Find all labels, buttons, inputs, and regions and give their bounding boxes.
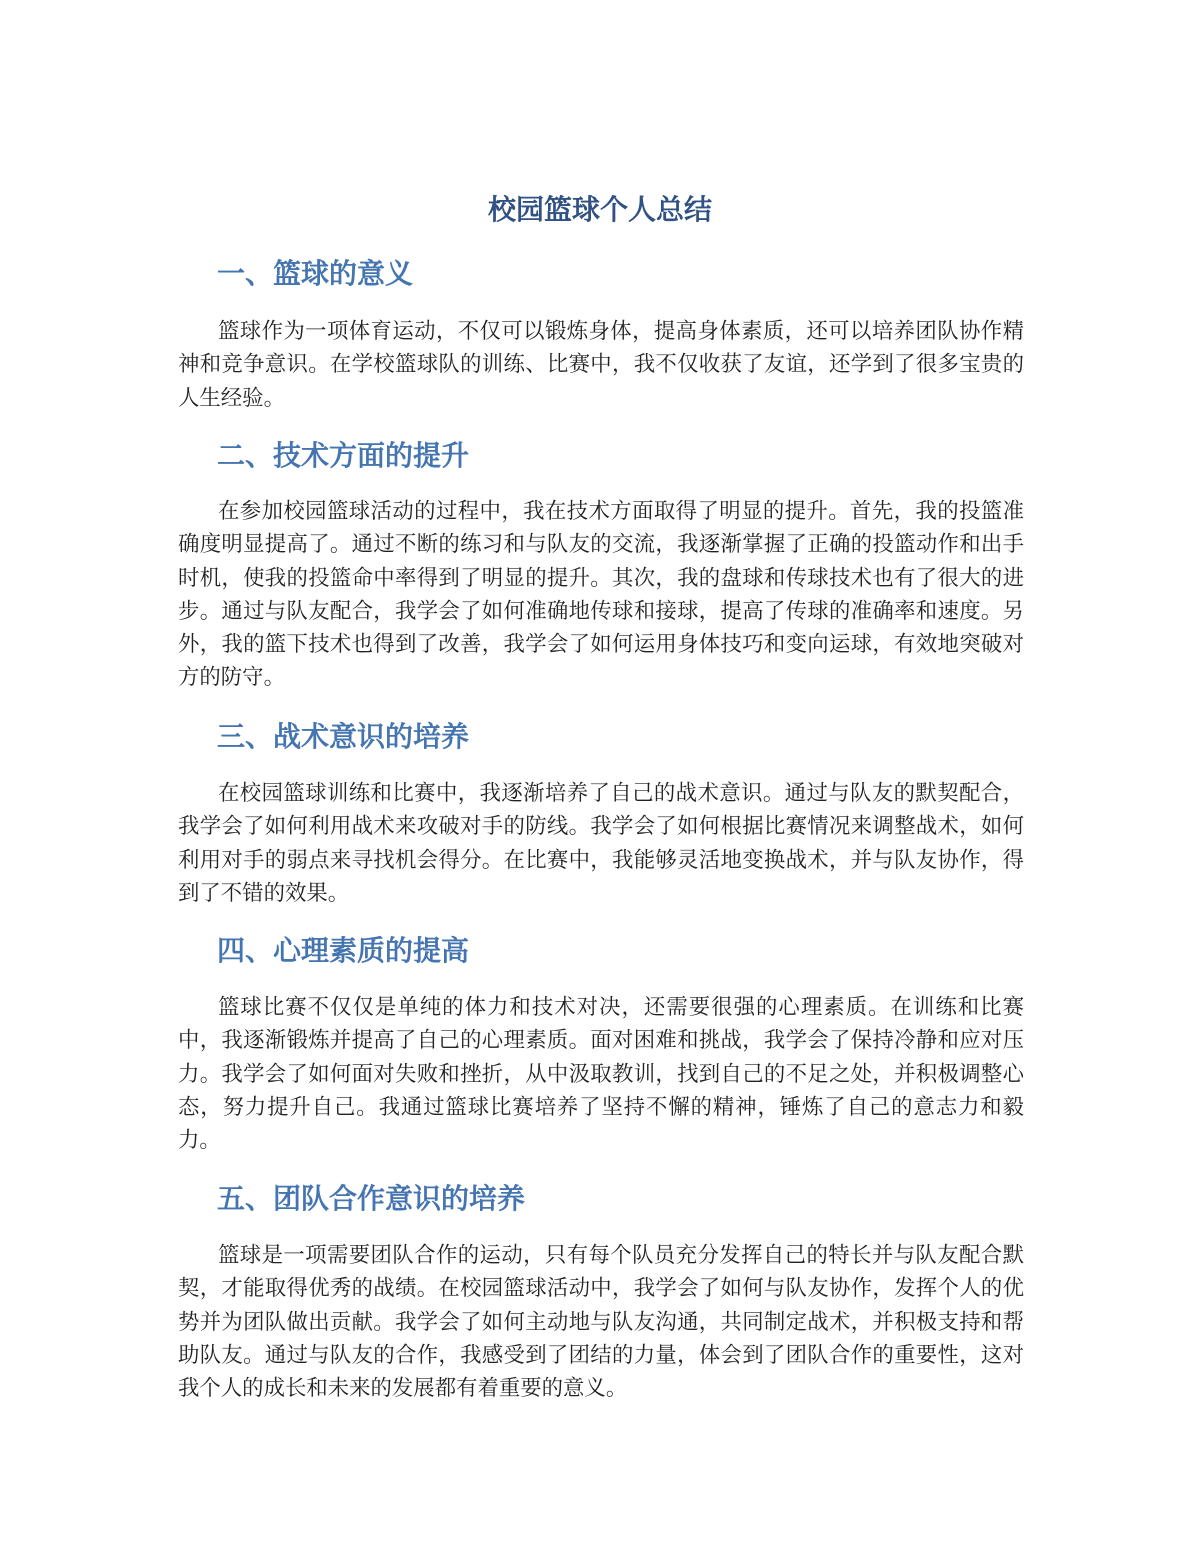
section-heading-3: 三、战术意识的培养 — [217, 720, 470, 753]
section-heading-2: 二、技术方面的提升 — [217, 439, 470, 472]
section-heading-1: 一、篮球的意义 — [217, 257, 414, 290]
section-paragraph-2: 在参加校园篮球活动的过程中，我在技术方面取得了明显的提升。首先，我的投篮准确度明显提高了。通过不断的练习和与队友的交流，我逐渐掌握了正确的投篮动作和出手时机，使我的投篮命中率得到了明显的提升。其次，我的盘球和传球技术也有了很大的进步。通过与队友配合，我学会了如何准确地传球和接球，提高了传球的准确率和速度。另外，我的篮下技术也得到了改善，我学会了如何运用身体技巧和变向运球，有效地突破对方的防守。 — [178, 499, 1024, 691]
section-paragraph-1: 篮球作为一项体育运动，不仅可以锻炼身体，提高身体素质，还可以培养团队协作精神和竞争意识。在学校篮球队的训练、比赛中，我不仅收获了友谊，还学到了很多宝贵的人生经验。 — [178, 319, 1024, 411]
section-heading-4: 四、心理素质的提高 — [217, 934, 470, 967]
document-title: 校园篮球个人总结 — [487, 193, 712, 226]
section-heading-5: 五、团队合作意识的培养 — [217, 1182, 526, 1215]
section-paragraph-5: 篮球是一项需要团队合作的运动，只有每个队员充分发挥自己的特长并与队友配合默契，才能取得优秀的战绩。在校园篮球活动中，我学会了如何与队友协作，发挥个人的优势并为团队做出贡献。我学会了如何主动地与队友沟通，共同制定战术，并积极支持和帮助队友。通过与队友的合作，我感受到了团结的力量，体会到了团队合作的重要性，这对我个人的成长和未来的发展都有着重要的意义。 — [178, 1243, 1024, 1402]
section-paragraph-3: 在校园篮球训练和比赛中，我逐渐培养了自己的战术意识。通过与队友的默契配合，我学会了如何利用战术来攻破对手的防线。我学会了如何根据比赛情况来调整战术，如何利用对手的弱点来寻找机会得分。在比赛中，我能够灵活地变换战术，并与队友协作，得到了不错的效果。 — [178, 781, 1024, 906]
section-paragraph-4: 篮球比赛不仅仅是单纯的体力和技术对决，还需要很强的心理素质。在训练和比赛中，我逐渐锻炼并提高了自己的心理素质。面对困难和挑战，我学会了保持冷静和应对压力。我学会了如何面对失败和挫折，从中汲取教训，找到自己的不足之处，并积极调整心态，努力提升自己。我通过篮球比赛培养了坚持不懈的精神，锤炼了自己的意志力和毅力。 — [178, 995, 1024, 1154]
